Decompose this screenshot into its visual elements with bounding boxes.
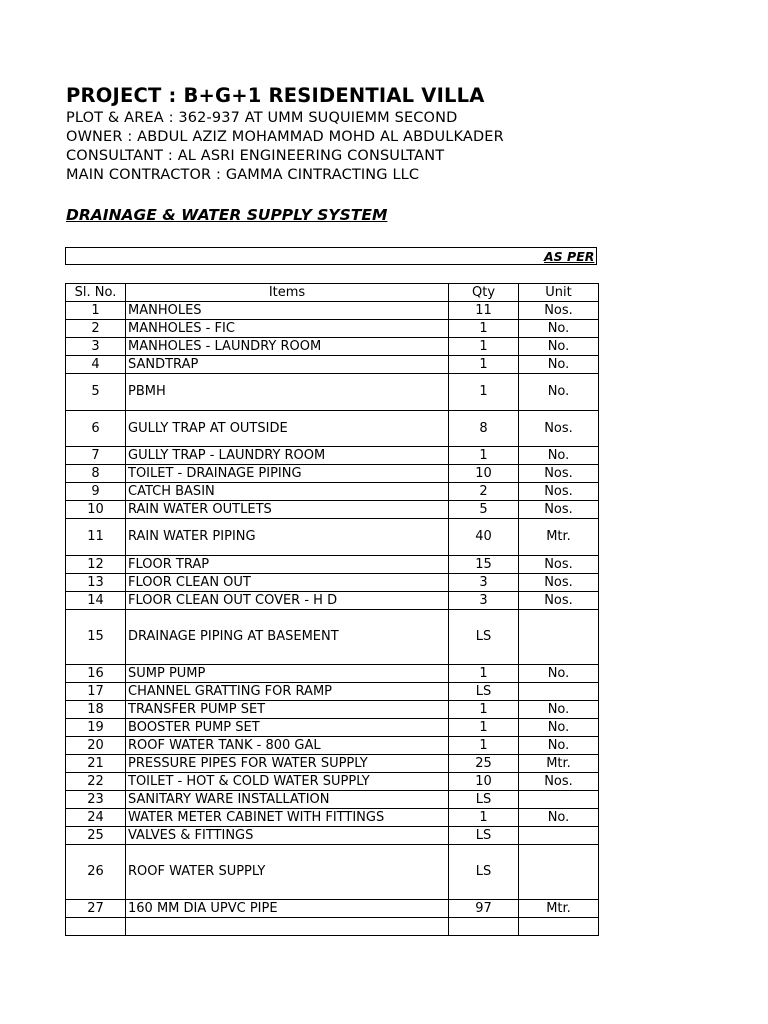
cell-qty: LS — [449, 791, 519, 809]
table-row — [66, 592, 599, 610]
table-row — [66, 683, 599, 701]
cell-qty: 1 — [449, 665, 519, 683]
table-row — [66, 610, 599, 665]
table-row — [66, 918, 599, 936]
table-header-row — [66, 284, 599, 302]
plot-area-line: PLOT & AREA : 362-937 AT UMM SUQUIEMM SECOND — [66, 110, 458, 126]
cell-sl-no: 21 — [66, 755, 126, 773]
table-row — [66, 338, 599, 356]
cell-item: GULLY TRAP AT OUTSIDE — [126, 411, 449, 447]
table-row — [66, 791, 599, 809]
cell-sl-no: 11 — [66, 519, 126, 556]
cell-sl-no: 20 — [66, 737, 126, 755]
cell-item: VALVES & FITTINGS — [126, 827, 449, 845]
cell-unit — [519, 918, 599, 936]
cell-item: ROOF WATER SUPPLY — [126, 845, 449, 900]
cell-sl-no: 14 — [66, 592, 126, 610]
cell-qty: 25 — [449, 755, 519, 773]
cell-unit: Nos. — [519, 592, 599, 610]
table-row — [66, 465, 599, 483]
table-row — [66, 809, 599, 827]
cell-qty: 1 — [449, 320, 519, 338]
cell-unit: Nos. — [519, 773, 599, 791]
header-items: Items — [126, 284, 449, 302]
table-row — [66, 302, 599, 320]
cell-qty: 3 — [449, 574, 519, 592]
cell-item: PBMH — [126, 374, 449, 411]
cell-sl-no: 8 — [66, 465, 126, 483]
cell-sl-no: 7 — [66, 447, 126, 465]
cell-sl-no: 6 — [66, 411, 126, 447]
cell-item: CHANNEL GRATTING FOR RAMP — [126, 683, 449, 701]
cell-sl-no: 15 — [66, 610, 126, 665]
cell-item: TOILET - DRAINAGE PIPING — [126, 465, 449, 483]
cell-unit: No. — [519, 665, 599, 683]
cell-sl-no: 5 — [66, 374, 126, 411]
header-unit: Unit — [519, 284, 599, 302]
table-row — [66, 374, 599, 411]
cell-sl-no: 4 — [66, 356, 126, 374]
cell-qty: 40 — [449, 519, 519, 556]
cell-unit: No. — [519, 447, 599, 465]
table-row — [66, 737, 599, 755]
cell-unit: No. — [519, 338, 599, 356]
cell-item: 160 MM DIA UPVC PIPE — [126, 900, 449, 918]
table-row — [66, 773, 599, 791]
cell-item: FLOOR CLEAN OUT COVER - H D — [126, 592, 449, 610]
cell-sl-no: 22 — [66, 773, 126, 791]
cell-qty: 8 — [449, 411, 519, 447]
table-row — [66, 411, 599, 447]
cell-item: RAIN WATER OUTLETS — [126, 501, 449, 519]
cell-sl-no: 18 — [66, 701, 126, 719]
cell-item: DRAINAGE PIPING AT BASEMENT — [126, 610, 449, 665]
cell-unit — [519, 827, 599, 845]
cell-sl-no — [66, 918, 126, 936]
owner-line: OWNER : ABDUL AZIZ MOHAMMAD MOHD AL ABDULKADER — [66, 129, 504, 145]
cell-qty: 97 — [449, 900, 519, 918]
bill-of-quantities-table — [65, 283, 599, 936]
cell-unit: No. — [519, 701, 599, 719]
cell-unit: Nos. — [519, 302, 599, 320]
cell-unit: Nos. — [519, 556, 599, 574]
table-row — [66, 483, 599, 501]
table-row — [66, 900, 599, 918]
cell-qty: 1 — [449, 719, 519, 737]
cell-sl-no: 10 — [66, 501, 126, 519]
cell-sl-no: 25 — [66, 827, 126, 845]
cell-sl-no: 13 — [66, 574, 126, 592]
table-row — [66, 719, 599, 737]
table-body — [66, 284, 599, 936]
cell-item: PRESSURE PIPES FOR WATER SUPPLY — [126, 755, 449, 773]
section-title: DRAINAGE & WATER SUPPLY SYSTEM — [66, 206, 388, 224]
cell-item: BOOSTER PUMP SET — [126, 719, 449, 737]
table-row — [66, 556, 599, 574]
cell-sl-no: 27 — [66, 900, 126, 918]
cell-item: WATER METER CABINET WITH FITTINGS — [126, 809, 449, 827]
cell-qty: 1 — [449, 701, 519, 719]
cell-item: ROOF WATER TANK - 800 GAL — [126, 737, 449, 755]
cell-item: TOILET - HOT & COLD WATER SUPPLY — [126, 773, 449, 791]
table-row — [66, 755, 599, 773]
consultant-line: CONSULTANT : AL ASRI ENGINEERING CONSULTANT — [66, 148, 445, 164]
cell-item: SANDTRAP — [126, 356, 449, 374]
cell-unit — [519, 791, 599, 809]
cell-sl-no: 3 — [66, 338, 126, 356]
cell-qty: 1 — [449, 447, 519, 465]
cell-unit — [519, 845, 599, 900]
cell-sl-no: 24 — [66, 809, 126, 827]
cell-qty: LS — [449, 683, 519, 701]
project-title: PROJECT : B+G+1 RESIDENTIAL VILLA — [66, 84, 485, 107]
cell-qty: 5 — [449, 501, 519, 519]
cell-qty: LS — [449, 610, 519, 665]
contractor-line: MAIN CONTRACTOR : GAMMA CINTRACTING LLC — [66, 167, 420, 183]
cell-qty — [449, 918, 519, 936]
table-row — [66, 701, 599, 719]
cell-qty: 2 — [449, 483, 519, 501]
cell-unit: Mtr. — [519, 900, 599, 918]
cell-item: FLOOR CLEAN OUT — [126, 574, 449, 592]
table-row — [66, 320, 599, 338]
cell-unit: No. — [519, 374, 599, 411]
cell-qty: 1 — [449, 374, 519, 411]
cell-qty: 11 — [449, 302, 519, 320]
cell-item: SANITARY WARE INSTALLATION — [126, 791, 449, 809]
cell-item: FLOOR TRAP — [126, 556, 449, 574]
header-sl-no: Sl. No. — [66, 284, 126, 302]
table-row — [66, 574, 599, 592]
cell-unit: Nos. — [519, 501, 599, 519]
cell-sl-no: 26 — [66, 845, 126, 900]
cell-qty: 3 — [449, 592, 519, 610]
table-row — [66, 356, 599, 374]
cell-sl-no: 12 — [66, 556, 126, 574]
table-row — [66, 447, 599, 465]
cell-sl-no: 16 — [66, 665, 126, 683]
cell-qty: LS — [449, 827, 519, 845]
table-row — [66, 501, 599, 519]
cell-sl-no: 2 — [66, 320, 126, 338]
cell-unit: Nos. — [519, 411, 599, 447]
cell-qty: 10 — [449, 773, 519, 791]
cell-item: TRANSFER PUMP SET — [126, 701, 449, 719]
cell-item: SUMP PUMP — [126, 665, 449, 683]
cell-item: CATCH BASIN — [126, 483, 449, 501]
cell-qty: 10 — [449, 465, 519, 483]
cell-qty: 1 — [449, 338, 519, 356]
cell-qty: 15 — [449, 556, 519, 574]
cell-item: MANHOLES - LAUNDRY ROOM — [126, 338, 449, 356]
cell-qty: 1 — [449, 737, 519, 755]
cell-unit — [519, 610, 599, 665]
header-qty: Qty — [449, 284, 519, 302]
table-row — [66, 845, 599, 900]
cell-unit: Nos. — [519, 465, 599, 483]
cell-item: MANHOLES — [126, 302, 449, 320]
cell-unit — [519, 683, 599, 701]
cell-unit: Nos. — [519, 574, 599, 592]
cell-unit: Nos. — [519, 483, 599, 501]
cell-unit: No. — [519, 719, 599, 737]
cell-unit: No. — [519, 320, 599, 338]
cell-sl-no: 1 — [66, 302, 126, 320]
as-per-banner — [65, 247, 597, 265]
table-row — [66, 827, 599, 845]
cell-item: MANHOLES - FIC — [126, 320, 449, 338]
as-per-label: AS PER — [544, 249, 595, 264]
cell-sl-no: 23 — [66, 791, 126, 809]
table-row — [66, 665, 599, 683]
cell-qty: 1 — [449, 356, 519, 374]
cell-item: GULLY TRAP - LAUNDRY ROOM — [126, 447, 449, 465]
cell-unit: No. — [519, 737, 599, 755]
cell-qty: LS — [449, 845, 519, 900]
table-row — [66, 519, 599, 556]
cell-qty: 1 — [449, 809, 519, 827]
cell-unit: No. — [519, 809, 599, 827]
cell-sl-no: 9 — [66, 483, 126, 501]
cell-unit: Mtr. — [519, 755, 599, 773]
cell-item: RAIN WATER PIPING — [126, 519, 449, 556]
cell-sl-no: 19 — [66, 719, 126, 737]
cell-unit: Mtr. — [519, 519, 599, 556]
cell-unit: No. — [519, 356, 599, 374]
cell-item — [126, 918, 449, 936]
cell-sl-no: 17 — [66, 683, 126, 701]
